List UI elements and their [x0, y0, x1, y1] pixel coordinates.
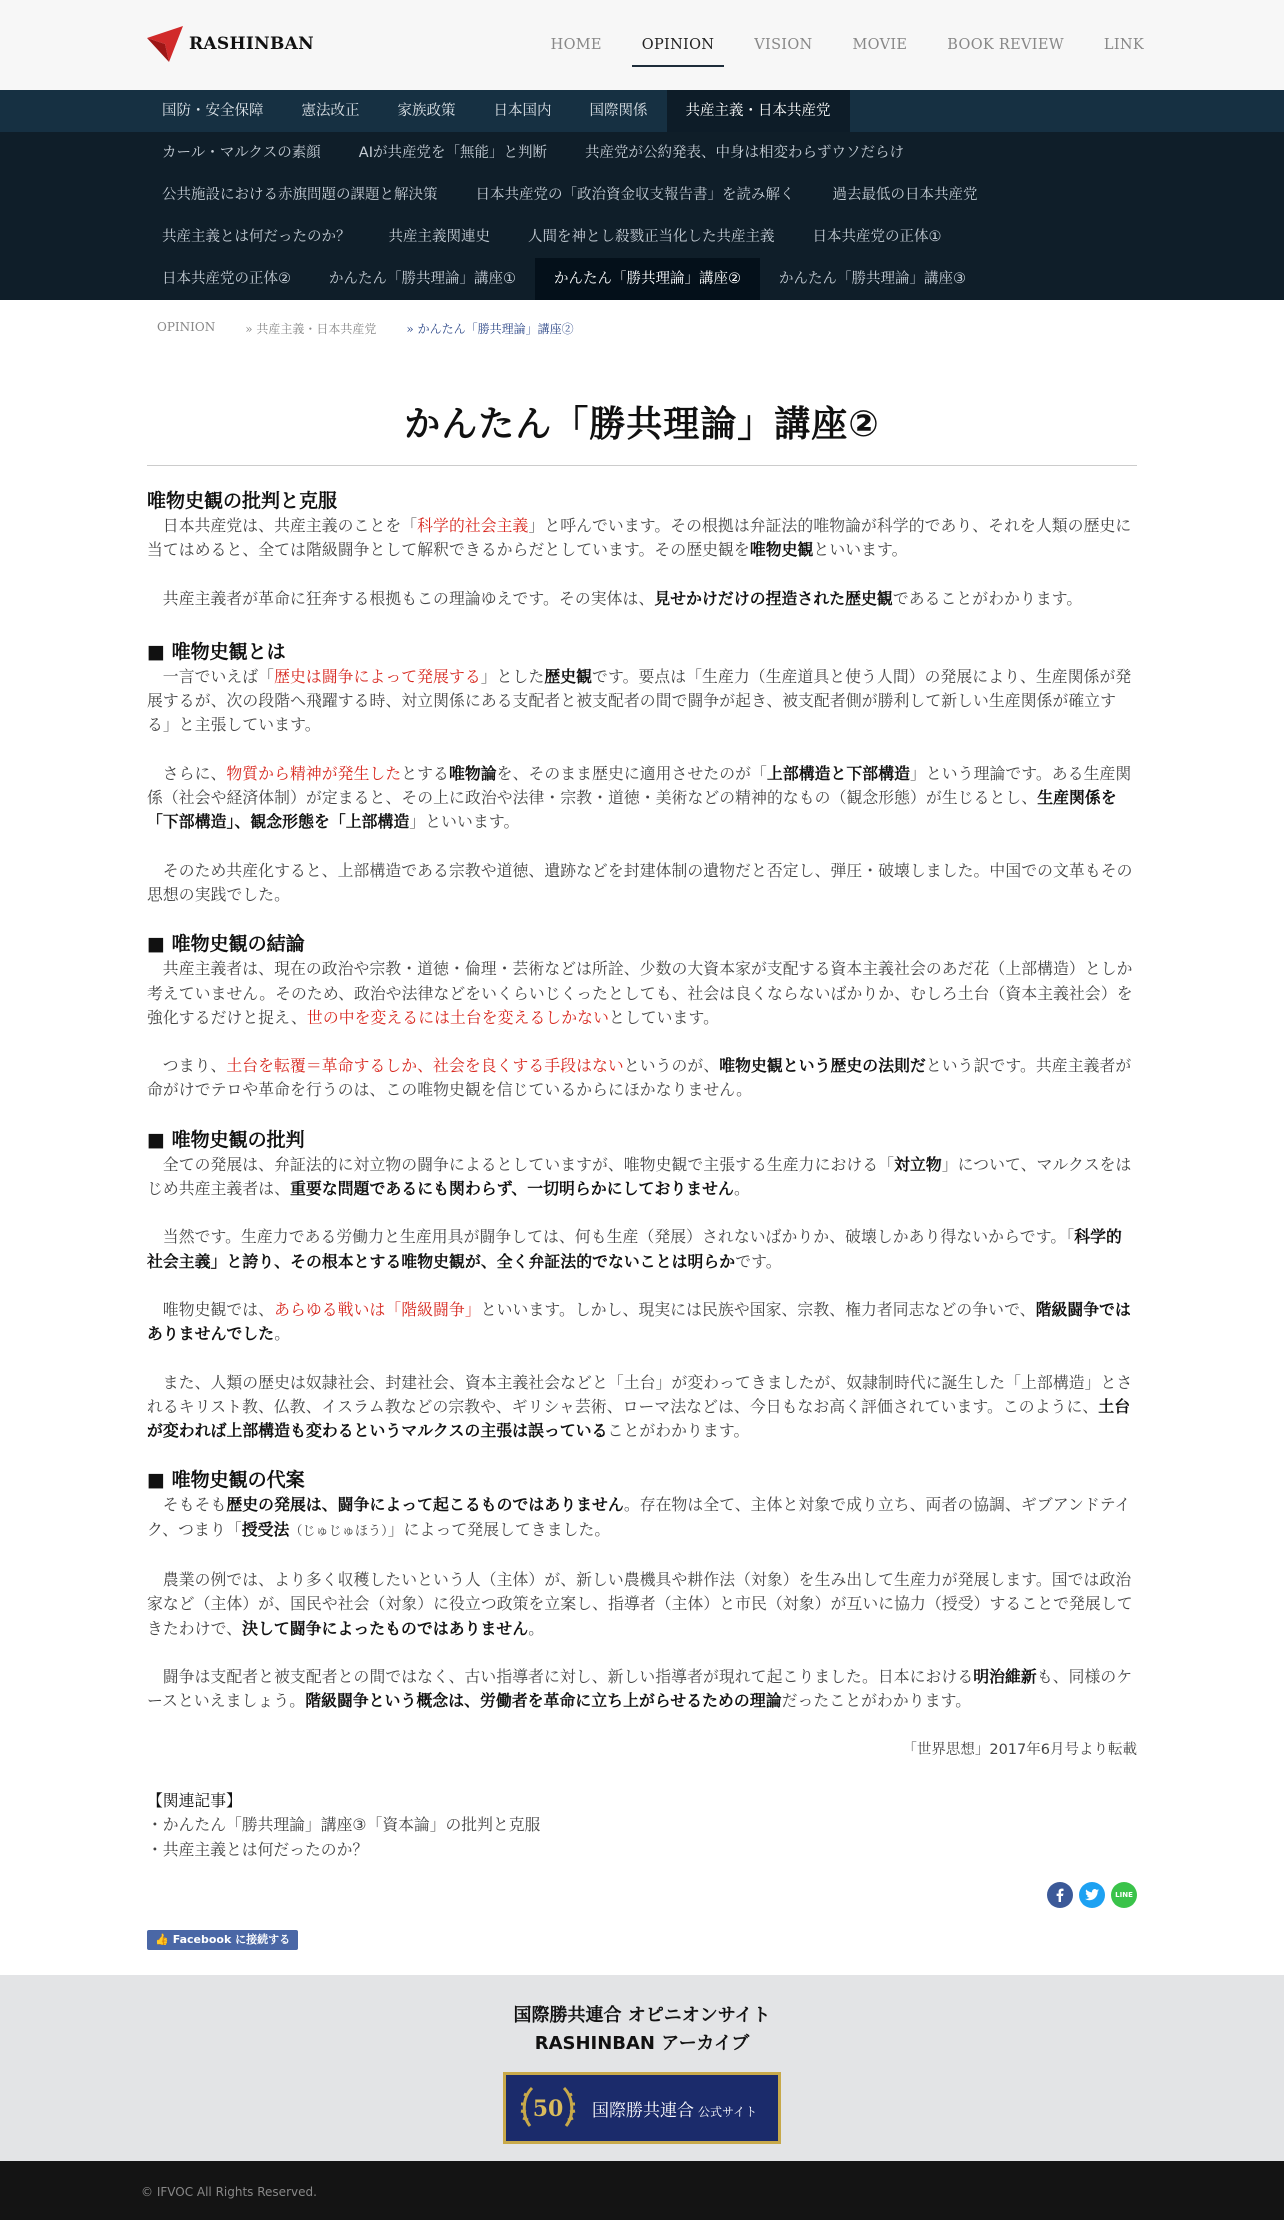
sub-nav-item[interactable]: かんたん「勝共理論」講座③ [779, 271, 966, 287]
sub-nav-item[interactable]: AIが共産党を「無能」と判断 [358, 145, 547, 161]
paragraph: 共産主義者が革命に狂奔する根拠もこの理論ゆえです。その実体は、見せかけだけの捏造された歴史観であることがわかります。 [162, 588, 1083, 608]
sub-nav-row [143, 216, 961, 258]
footer-subtitle: RASHINBAN アーカイブ [534, 2033, 750, 2054]
sub-nav [0, 132, 1284, 300]
banner-text: 国際勝共連合 公式サイト [592, 2100, 758, 2121]
main-nav [511, 0, 1144, 90]
share-buttons [1041, 1882, 1137, 1908]
section-heading: ■ 唯物史観の代案 [147, 1469, 305, 1492]
section-heading: 唯物史観の批判と克服 [147, 490, 338, 512]
site-header [0, 0, 1284, 90]
sub-nav-row [143, 174, 997, 216]
facebook-share-button[interactable] [1047, 1882, 1073, 1908]
site-logo[interactable] [145, 24, 314, 64]
nav-vision[interactable]: VISION [754, 37, 813, 53]
section-heading: ■ 唯物史観とは [147, 640, 286, 663]
category-family-policy[interactable]: 家族政策 [397, 103, 456, 119]
nav-home[interactable]: HOME [550, 37, 602, 53]
category-constitution[interactable]: 憲法改正 [301, 103, 360, 119]
paragraph: 当然です。生産力である労働力と生産用具が闘争しては、何も生産（発展）されないばかりか、破壊しかあり得ないからです。「科学的社会主義」と誇り、その根本とする唯物史観が、全く弁証法的でないことは明らかです。 [147, 1227, 1122, 1271]
section-heading: ■ 唯物史観の結論 [147, 933, 305, 956]
breadcrumb-opinion[interactable]: OPINION [157, 320, 216, 334]
paragraph: 共産主義者は、現在の政治や宗教・道徳・倫理・芸術などは所詮、少数の大資本家が支配する資本主義社会のあだ花（上部構造）としか考えていません。そのため、政治や法律などをいくらいじくったとしても、社会は良くならないばかりか、むしろ土台（資本主義社会）を強化するだけと捉え、世の中を変えるには土台を変えるしかないとしています。 [147, 959, 1133, 1027]
emblem-number: 50 [532, 2096, 564, 2122]
sub-nav-item[interactable]: 公共施設における赤旗問題の課題と解決策 [162, 187, 438, 203]
paragraph: 一言でいえば「歴史は闘争によって発展する」とした歴史観です。要点は「生産力（生産道具と使う人間）の発展により、生産関係が発展するが、次の段階へ飛躍する時、対立関係にある支配者と被支配者の間で闘争が起き、被支配者側が勝利して新しい生産関係が確立する」と主張しています。 [147, 666, 1132, 735]
facebook-connect-button[interactable] [147, 1930, 298, 1950]
sub-nav-item-current[interactable]: かんたん「勝共理論」講座② [535, 258, 760, 300]
site-footer [0, 1975, 1284, 2161]
paragraph: そのため共産化すると、上部構造である宗教や道徳、遺跡などを封建体制の遺物だと否定し、弾圧・破壊しました。中国での文革もその思想の実践でした。 [147, 860, 1133, 904]
category-bar [0, 90, 1284, 132]
sub-nav-item[interactable]: 共産主義関連史 [388, 229, 490, 245]
paragraph: 全ての発展は、弁証法的に対立物の闘争によるとしていますが、唯物史観で主張する生産力における「対立物」について、マルクスをはじめ共産主義者は、重要な問題であるにも関わらず、一切明らかにしておりません。 [147, 1154, 1132, 1199]
nav-book-review[interactable]: BOOK REVIEW [947, 37, 1064, 53]
copyright-text: © IFVOC All Rights Reserved. [141, 2185, 317, 2199]
compass-arrow-icon [145, 24, 185, 64]
breadcrumb-current: » かんたん「勝共理論」講座② [406, 322, 574, 336]
sub-nav-item[interactable]: 日本共産党の正体② [162, 271, 291, 287]
sub-nav-item[interactable]: 共産主義とは何だったのか？ [162, 229, 351, 245]
source-note: 「世界思想」2017年6月号より転載 [902, 1741, 1137, 1758]
paragraph: 唯物史観では、あらゆる戦いは「階級闘争」といいます。しかし、現実には民族や国家、宗教、権力者同志などの争いで、階級闘争ではありませんでした。 [147, 1299, 1131, 1344]
sub-nav-item[interactable]: かんたん「勝共理論」講座① [329, 271, 516, 287]
category-international[interactable]: 国際関係 [589, 103, 648, 119]
related-link[interactable]: ・かんたん「勝共理論」講座③「資本論」の批判と克服 [147, 1815, 541, 1834]
related-link[interactable]: ・共産主義とは何だったのか？ [147, 1839, 369, 1859]
category-defense[interactable]: 国防・安全保障 [162, 103, 264, 119]
paragraph: また、人類の歴史は奴隷社会、封建社会、資本主義社会などと「土台」が変わってきましたが、奴隷制時代に誕生した「上部構造」とされるキリスト教、仏教、イスラム教などの宗教や、ギリシャ芸術、ローマ法などは、今日もなお高く評価されています。このように、土台が変われば上部構造も変わるというマルクスの主張は誤っていることがわかります。 [147, 1372, 1133, 1441]
paragraph: 闘争は支配者と被支配者との間ではなく、古い指導者に対し、新しい指導者が現れて起こりました。日本における明治維新も、同様のケースといえましょう。階級闘争という概念は、労働者を革命に立ち上がらせるための理論だったことがわかります。 [147, 1666, 1133, 1711]
sub-nav-item[interactable]: 日本共産党の「政治資金収支報告書」を読み解く [475, 187, 795, 203]
nav-opinion[interactable]: OPINION [642, 27, 714, 63]
breadcrumb-category[interactable]: » 共産主義・日本共産党 [245, 322, 377, 336]
sub-nav-item[interactable]: 過去最低の日本共産党 [832, 187, 978, 203]
thumbs-up-icon: 👍 [155, 1933, 169, 1946]
category-communism[interactable]: 共産主義・日本共産党 [667, 90, 850, 132]
sub-nav-item[interactable]: 人間を神とし殺戮正当化した共産主義 [528, 229, 775, 245]
article [147, 395, 1137, 1946]
official-site-banner[interactable] [503, 2072, 781, 2144]
facebook-connect-label: Facebook に接続する [172, 1933, 291, 1946]
page-title: かんたん「勝共理論」講座② [404, 404, 880, 445]
paragraph: さらに、物質から精神が発生したとする唯物論を、そのまま歴史に適用させたのが「上部構造と下部構造」という理論です。ある生産関係（社会や経済体制）が定まると、その上に政治や法律・宗教・道徳・美術などの精神的なもの（観念形態）が生じるとし、生産関係を「下部構造」、観念形態を「上部構造」といいます。 [147, 763, 1132, 832]
title-divider [147, 465, 1137, 466]
paragraph: つまり、土台を転覆＝革命するしか、社会を良くする手段はないというのが、唯物史観という歴史の法則だという訳です。共産主義者が命がけでテロや革命を行うのは、この唯物史観を信じているからにほかなりません。 [147, 1056, 1132, 1100]
sub-nav-item[interactable]: カール・マルクスの素顔 [162, 145, 321, 161]
related-articles [147, 1789, 1137, 1863]
breadcrumb [157, 320, 604, 337]
footer-title: 国際勝共連合 オピニオンサイト [513, 2005, 771, 2026]
sub-nav-row [143, 258, 985, 300]
logo-text: RASHINBAN [189, 34, 314, 54]
twitter-icon [1085, 1889, 1099, 1901]
nav-movie[interactable]: MOVIE [852, 37, 908, 53]
nav-link[interactable]: LINK [1103, 37, 1144, 53]
copyright-bar [0, 2161, 1284, 2220]
paragraph: そもそも歴史の発展は、闘争によって起こるものではありません。存在物は全て、主体と対象で成り立ち、両者の協調、ギブアンドテイク、つまり「授受法（じゅじゅほう）」によって発展してきました。 [147, 1495, 1131, 1539]
paragraph: 農業の例では、より多く収穫したいという人（主体）が、新しい農機具や耕作法（対象）を生み出して生産力が発展します。国では政治家など（主体）が、国民や社会（対象）に役立つ政策を立案し、指導者（主体）と市民（対象）が互いに協力（授受）することで発展してきたわけで、決して闘争によったものではありません。 [147, 1570, 1133, 1638]
section-heading: ■ 唯物史観の批判 [147, 1128, 305, 1151]
related-heading: 【関連記事】 [147, 1790, 242, 1810]
laurel-50-emblem-icon [516, 2076, 580, 2140]
facebook-icon [1054, 1888, 1066, 1902]
line-share-button[interactable]: LINE [1111, 1882, 1137, 1908]
sub-nav-item[interactable]: 共産党が公約発表、中身は相変わらずウソだらけ [584, 145, 904, 161]
sub-nav-row [143, 132, 923, 174]
paragraph: 日本共産党は、共産主義のことを「科学的社会主義」と呼んでいます。その根拠は弁証法的唯物論が科学的であり、それを人類の歴史に当てはめると、全ては階級闘争として解釈できるからだとしています。その歴史観を唯物史観といいます。 [147, 516, 1132, 560]
twitter-share-button[interactable] [1079, 1882, 1105, 1908]
category-domestic[interactable]: 日本国内 [493, 103, 552, 119]
sub-nav-item[interactable]: 日本共産党の正体① [812, 229, 942, 245]
